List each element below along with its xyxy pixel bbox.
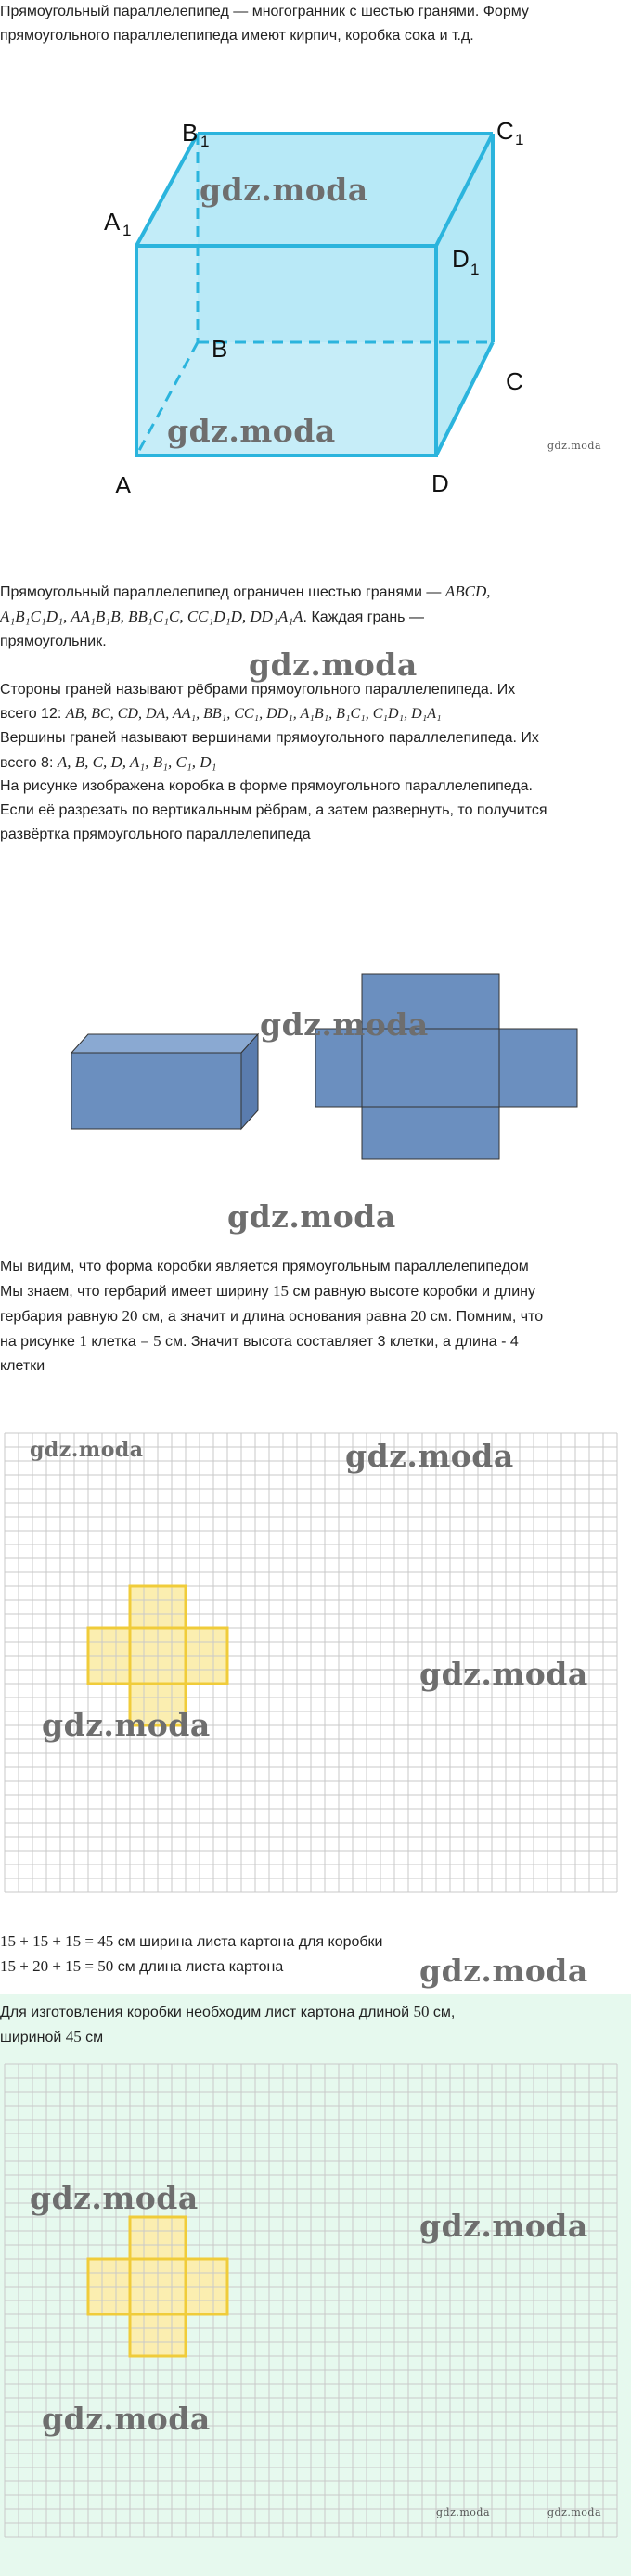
faces-line: . Каждая грань — [303,609,424,625]
answer-line: см [81,2030,104,2045]
solution-text [0,1255,622,1378]
box-3d [71,1034,258,1129]
math-expr: A₁B₁C₁D₁, AA₁B₁B, BB₁C₁C, CC₁D₁D, DD₁A₁A [0,608,303,625]
edges-line: всего 12: [0,706,66,722]
intro-text [0,0,622,48]
label-a1: A [104,208,121,236]
solution-line: гербария равную [0,1309,122,1325]
math-number: 1 [79,1332,87,1350]
edges-text [0,678,622,775]
box-net [316,974,577,1159]
math-number: = 5 [140,1332,161,1350]
solution-line: см. Значит высота составляет 3 клетки, а длина - 4 [161,1334,519,1350]
math-expr: 15 + 20 + 15 = 50 [0,1957,114,1975]
math-expr: ABCD, [444,583,491,600]
solution-line: см. Помним, что [426,1309,544,1325]
solution-line: см равную высоте коробки и длину [289,1284,535,1300]
watermark: gdz.moda [167,413,336,449]
answer-text [0,2000,622,2050]
answer-line: см, [429,2005,456,2020]
math-number: 20 [410,1307,427,1325]
label-c1-sub: 1 [515,131,524,148]
watermark-small: gdz.moda [547,440,602,452]
solution-line: на рисунке [0,1334,80,1350]
calc-line: см ширина листа картона для коробки [113,1934,383,1950]
watermark: gdz.moda [419,2208,588,2244]
box-text [0,775,622,847]
label-d1: D [452,245,470,273]
faces-text [0,580,622,654]
watermark: gdz.moda [200,172,368,208]
label-c: C [506,367,523,395]
math-expr: A, B, C, D, A₁, B₁, C₁, D₁ [57,753,217,771]
label-d1-sub: 1 [470,261,480,278]
watermark-small: gdz.moda [436,2506,491,2518]
math-expr: 15 + 15 + 15 = 45 [0,1932,114,1950]
label-a: A [115,471,132,499]
box-and-net-figure [0,965,631,1197]
answer-line: Для изготовления коробки необходим лист картона длиной [0,2005,414,2020]
edges-line: всего 8: [0,755,58,771]
math-expr: AB, BC, CD, DA, AA₁, BB₁, CC₁, DD₁, A₁B₁, B₁C₁, C₁D₁, D₁A₁ [65,706,442,722]
answer-line: шириной [0,2030,66,2045]
intro-line: Прямоугольный параллелепипед — многогранник с шестью гранями. Форму [0,4,529,19]
watermark: gdz.moda [42,1707,211,1743]
label-c1: C [496,117,514,145]
watermark: gdz.moda [42,2401,211,2437]
label-d: D [431,469,449,497]
solution-line: Мы знаем, что гербарий имеет ширину [0,1284,274,1300]
solution-line: клетки [0,1358,45,1374]
solution-line: клетка [86,1334,141,1350]
solution-line: Мы видим, что форма коробки является прямоугольным параллелепипедом [0,1259,529,1275]
solution-line: см, а значит и длина основания равна [137,1309,411,1325]
edges-line: Стороны граней называют рёбрами прямоугольного параллелепипеда. Их [0,682,516,698]
watermark: gdz.moda [227,1198,396,1235]
box-line: развёртка прямоугольного параллелепипеда [0,827,311,842]
box-line: Если её разрезать по вертикальным рёбрам, а затем развернуть, то получится [0,802,547,818]
net-grid-figure-answer [0,2059,624,2546]
faces-line: Прямоугольный параллелепипед ограничен шестью гранями — [0,584,445,600]
label-a1-sub: 1 [122,222,132,239]
watermark: gdz.moda [30,2180,199,2216]
watermark-small: gdz.moda [547,2506,602,2518]
watermark: gdz.moda [419,1953,588,1989]
edges-line: Вершины граней называют вершинами прямоугольного параллелепипеда. Их [0,730,539,746]
label-b: B [212,335,228,363]
label-b1: B [182,119,199,147]
watermark: gdz.moda [345,1438,514,1474]
watermark: gdz.moda [260,1006,429,1043]
faces-line: прямоугольник. [0,634,107,649]
math-number: 20 [122,1307,138,1325]
watermark: gdz.moda [419,1656,588,1692]
math-number: 45 [65,2028,82,2045]
watermark: gdz.moda [30,1438,144,1462]
intro-line: прямоугольного параллелепипеда имеют кирпич, коробка сока и т.д. [0,28,474,44]
box-line: На рисунке изображена коробка в форме прямоугольного параллелепипеда. [0,778,533,794]
watermark: gdz.moda [249,647,418,683]
math-number: 50 [413,2003,430,2020]
math-number: 15 [273,1282,290,1300]
calc-line: см длина листа картона [113,1959,284,1975]
label-b1-sub: 1 [200,133,210,150]
